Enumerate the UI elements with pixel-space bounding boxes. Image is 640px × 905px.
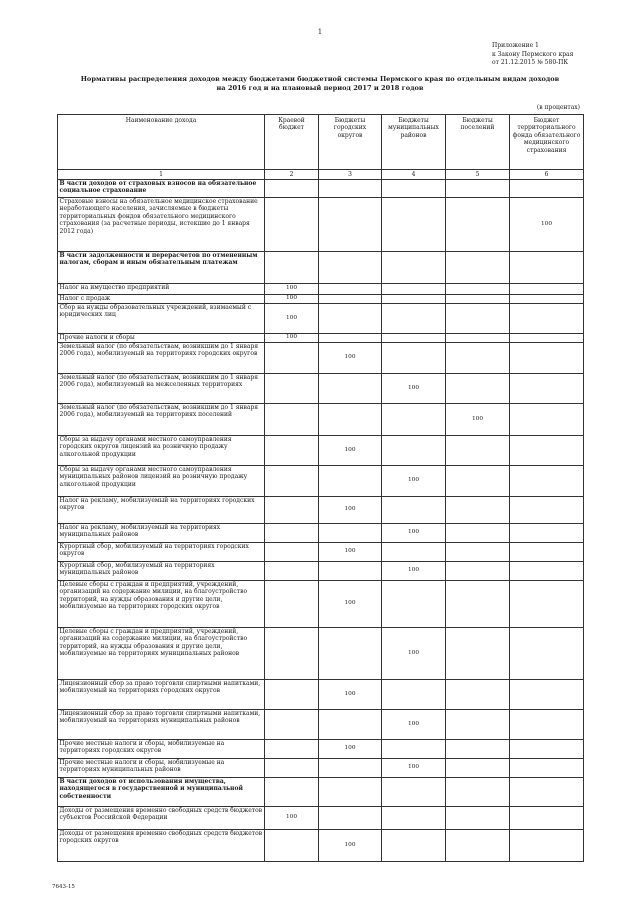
- norm-value-cell: 100: [319, 543, 382, 562]
- norm-value-cell: [510, 334, 584, 343]
- norm-value-cell: [382, 295, 446, 304]
- norm-value-cell: [382, 180, 446, 198]
- norm-value-cell: [510, 628, 584, 680]
- norm-value-cell: [510, 252, 584, 284]
- norm-value-cell: [446, 466, 510, 497]
- table-header-row: [58, 115, 584, 170]
- norm-value-cell: [265, 524, 319, 543]
- norm-value-cell: [510, 740, 584, 759]
- appendix-line: от 21.12.2015 № 580-ПК: [492, 59, 569, 66]
- norm-value-cell: [265, 562, 319, 581]
- norm-value-cell: [446, 524, 510, 543]
- appendix-note: [492, 42, 573, 68]
- revenue-name-cell: В части доходов от использования имущества, находящегося в государственной и муниципальной собственности: [58, 778, 265, 807]
- revenue-name-cell: Целевые сборы с граждан и предприятий, учреждений, организаций на содержание милиции, на благоустройство территорий, на нужды образования и другие цели, мобилизуемые на территориях муниципальных районов: [58, 628, 265, 680]
- revenue-name-cell: В части задолженности и перерасчетов по отмененным налогам, сборам и иным обязательным платежам: [58, 252, 265, 284]
- revenue-name-cell: Сборы за выдачу органами местного самоуправления городских округов лицензий на розничную продажу алкогольной продукции: [58, 436, 265, 466]
- column-number: 1: [58, 170, 265, 180]
- norm-value-cell: [319, 252, 382, 284]
- table-row: [58, 807, 584, 830]
- norm-value-cell: [265, 710, 319, 740]
- norm-value-cell: [510, 807, 584, 830]
- norm-value-cell: [319, 778, 382, 807]
- header-health-fund: Бюджет территориального фонда обязательного медицинского страхования: [510, 115, 584, 170]
- table-row: [58, 304, 584, 334]
- norm-value-cell: [265, 543, 319, 562]
- norm-value-cell: 100: [265, 807, 319, 830]
- norm-value-cell: [510, 295, 584, 304]
- norm-value-cell: 100: [382, 466, 446, 497]
- norm-value-cell: [510, 497, 584, 524]
- table-row: [58, 543, 584, 562]
- table-row: [58, 740, 584, 759]
- table-row: [58, 628, 584, 680]
- header-regional-budget: Краевой бюджет: [265, 115, 319, 170]
- norm-value-cell: [265, 180, 319, 198]
- header-settlements: Бюджеты поселений: [446, 115, 510, 170]
- revenue-name-cell: Земельный налог (по обязательствам, возникшим до 1 января 2006 года), мобилизуемый на межселенных территориях: [58, 374, 265, 404]
- norm-value-cell: [446, 497, 510, 524]
- norm-value-cell: [319, 628, 382, 680]
- table-row: [58, 497, 584, 524]
- revenue-name-cell: Прочие местные налоги и сборы, мобилизуемые на территориях городских округов: [58, 740, 265, 759]
- norm-value-cell: [319, 404, 382, 436]
- norm-value-cell: [510, 180, 584, 198]
- norm-value-cell: [510, 284, 584, 295]
- norm-value-cell: [382, 404, 446, 436]
- norm-value-cell: [319, 466, 382, 497]
- norm-value-cell: [265, 830, 319, 862]
- section-row: [58, 252, 584, 284]
- norm-value-cell: [446, 436, 510, 466]
- norm-value-cell: [382, 436, 446, 466]
- norm-value-cell: [446, 304, 510, 334]
- norm-value-cell: [265, 680, 319, 710]
- norm-value-cell: [382, 343, 446, 374]
- norm-value-cell: [510, 710, 584, 740]
- column-number: 3: [319, 170, 382, 180]
- table-row: [58, 524, 584, 543]
- norm-value-cell: 100: [382, 524, 446, 543]
- norm-value-cell: [382, 284, 446, 295]
- appendix-line: Приложение 1: [492, 42, 539, 49]
- norm-value-cell: [446, 343, 510, 374]
- norm-value-cell: [265, 740, 319, 759]
- section-row: [58, 778, 584, 807]
- column-number: 2: [265, 170, 319, 180]
- table-body: [58, 180, 584, 862]
- norm-value-cell: [510, 543, 584, 562]
- revenue-name-cell: Страховые взносы на обязательное медицинское страхование неработающего населения, зачисляемые в бюджеты территориальных фондов обязательного медицинского страхования (за расчетные периоды, истекшие до 1 января 2012 года): [58, 198, 265, 252]
- norm-value-cell: [382, 830, 446, 862]
- column-number: 4: [382, 170, 446, 180]
- table-row: [58, 343, 584, 374]
- norm-value-cell: [510, 778, 584, 807]
- column-number: 5: [446, 170, 510, 180]
- norm-value-cell: 100: [319, 497, 382, 524]
- table-row: [58, 710, 584, 740]
- norm-value-cell: [446, 252, 510, 284]
- norm-value-cell: [510, 374, 584, 404]
- norm-value-cell: [446, 543, 510, 562]
- norm-value-cell: [446, 628, 510, 680]
- norm-value-cell: [265, 759, 319, 778]
- norm-value-cell: [265, 436, 319, 466]
- norm-value-cell: [446, 581, 510, 628]
- norm-value-cell: [446, 295, 510, 304]
- table-row: [58, 284, 584, 295]
- norm-value-cell: [265, 497, 319, 524]
- norm-value-cell: [446, 778, 510, 807]
- norm-value-cell: [382, 778, 446, 807]
- norm-value-cell: [319, 334, 382, 343]
- norm-value-cell: [510, 524, 584, 543]
- norm-value-cell: 100: [265, 304, 319, 334]
- table-row: [58, 680, 584, 710]
- norm-value-cell: [446, 562, 510, 581]
- norm-value-cell: [446, 710, 510, 740]
- revenue-name-cell: Лицензионный сбор за право торговли спиртными напитками, мобилизуемый на территориях городских округов: [58, 680, 265, 710]
- norm-value-cell: 100: [382, 759, 446, 778]
- column-number: 6: [510, 170, 584, 180]
- revenue-name-cell: Налог с продаж: [58, 295, 265, 304]
- norm-value-cell: [319, 710, 382, 740]
- revenue-name-cell: Налог на имущество предприятий: [58, 284, 265, 295]
- norm-value-cell: [446, 830, 510, 862]
- norm-value-cell: [446, 284, 510, 295]
- norm-value-cell: [446, 680, 510, 710]
- norm-value-cell: [510, 404, 584, 436]
- norm-value-cell: [265, 778, 319, 807]
- norm-value-cell: 100: [382, 374, 446, 404]
- norm-value-cell: 100: [446, 404, 510, 436]
- revenue-name-cell: Земельный налог (по обязательствам, возникшим до 1 января 2006 года), мобилизуемый на территориях поселений: [58, 404, 265, 436]
- table-row: [58, 198, 584, 252]
- norm-value-cell: [510, 759, 584, 778]
- page-number: 1: [317, 28, 323, 36]
- revenue-name-cell: Лицензионный сбор за право торговли спиртными напитками, мобилизуемый на территориях муниципальных районов: [58, 710, 265, 740]
- norm-value-cell: [510, 581, 584, 628]
- title-line: Нормативы распределения доходов между бюджетами бюджетной системы Пермского края по отдельным видам доходов: [80, 75, 560, 83]
- norm-value-cell: 100: [319, 830, 382, 862]
- norm-value-cell: [382, 680, 446, 710]
- title-line: на 2016 год и на плановый период 2017 и 2018 годов: [216, 84, 424, 92]
- revenue-name-cell: Доходы от размещения временно свободных средств бюджетов субъектов Российской Федерации: [58, 807, 265, 830]
- norm-value-cell: [446, 334, 510, 343]
- header-city-districts: Бюджеты городских округов: [319, 115, 382, 170]
- norm-value-cell: [382, 198, 446, 252]
- norm-value-cell: [319, 562, 382, 581]
- norm-value-cell: [319, 759, 382, 778]
- norm-value-cell: [319, 304, 382, 334]
- table-row: [58, 581, 584, 628]
- norm-value-cell: [446, 740, 510, 759]
- norm-value-cell: [446, 180, 510, 198]
- revenue-name-cell: Налог на рекламу, мобилизуемый на территориях муниципальных районов: [58, 524, 265, 543]
- norm-value-cell: 100: [382, 562, 446, 581]
- norm-value-cell: 100: [265, 295, 319, 304]
- norm-value-cell: 100: [319, 680, 382, 710]
- revenue-name-cell: Налог на рекламу, мобилизуемый на территориях городских округов: [58, 497, 265, 524]
- revenue-name-cell: Прочие местные налоги и сборы, мобилизуемые на территориях муниципальных районов: [58, 759, 265, 778]
- norm-value-cell: [446, 759, 510, 778]
- norm-value-cell: [265, 466, 319, 497]
- table-row: [58, 334, 584, 343]
- norm-value-cell: [382, 334, 446, 343]
- norm-value-cell: [382, 581, 446, 628]
- footer-code: 7643-15: [52, 884, 75, 890]
- revenue-name-cell: Целевые сборы с граждан и предприятий, учреждений, организаций на содержание милиции, на благоустройство территорий, на нужды образования и другие цели, мобилизуемые на территориях городских округов: [58, 581, 265, 628]
- norm-value-cell: [319, 295, 382, 304]
- norm-value-cell: [319, 807, 382, 830]
- norm-value-cell: [510, 466, 584, 497]
- norm-value-cell: [510, 830, 584, 862]
- norm-value-cell: [510, 436, 584, 466]
- table-row: [58, 374, 584, 404]
- norm-value-cell: [319, 198, 382, 252]
- norm-value-cell: [382, 252, 446, 284]
- table-row: [58, 404, 584, 436]
- header-municipal-districts: Бюджеты муниципальных районов: [382, 115, 446, 170]
- norm-value-cell: [446, 374, 510, 404]
- table-row: [58, 562, 584, 581]
- norm-value-cell: [382, 497, 446, 524]
- norm-value-cell: [319, 180, 382, 198]
- norm-value-cell: 100: [319, 581, 382, 628]
- table-row: [58, 466, 584, 497]
- revenue-name-cell: Земельный налог (по обязательствам, возникшим до 1 января 2006 года), мобилизуемый на территориях городских округов: [58, 343, 265, 374]
- norm-value-cell: [265, 628, 319, 680]
- revenue-name-cell: Курортный сбор, мобилизуемый на территориях городских округов: [58, 543, 265, 562]
- norm-value-cell: [265, 343, 319, 374]
- norm-value-cell: [382, 740, 446, 759]
- norm-value-cell: [510, 343, 584, 374]
- norm-value-cell: [265, 581, 319, 628]
- norm-value-cell: [319, 524, 382, 543]
- norm-value-cell: [382, 304, 446, 334]
- norm-value-cell: 100: [265, 334, 319, 343]
- norm-value-cell: 100: [265, 284, 319, 295]
- norm-value-cell: 100: [319, 343, 382, 374]
- norm-value-cell: [446, 807, 510, 830]
- norm-value-cell: 100: [382, 710, 446, 740]
- appendix-line: к Закону Пермского края: [492, 50, 574, 58]
- units-note: (в процентах): [536, 104, 580, 111]
- revenue-name-cell: Прочие налоги и сборы: [58, 334, 265, 343]
- norm-value-cell: 100: [319, 436, 382, 466]
- revenue-name-cell: Сбор на нужды образовательных учреждений, взимаемый с юридических лиц: [58, 304, 265, 334]
- norm-value-cell: [265, 198, 319, 252]
- norm-value-cell: 100: [510, 198, 584, 252]
- norm-value-cell: [265, 404, 319, 436]
- norm-value-cell: [446, 198, 510, 252]
- norm-value-cell: [319, 374, 382, 404]
- norm-value-cell: [265, 252, 319, 284]
- header-revenue-name: Наименование дохода: [58, 115, 265, 170]
- revenue-name-cell: В части доходов от страховых взносов на обязательное социальное страхование: [58, 180, 265, 198]
- norm-value-cell: [510, 304, 584, 334]
- norm-value-cell: [319, 284, 382, 295]
- table-row: [58, 436, 584, 466]
- table-row: [58, 295, 584, 304]
- table-row: [58, 759, 584, 778]
- norm-value-cell: 100: [319, 740, 382, 759]
- norm-value-cell: [510, 562, 584, 581]
- norm-value-cell: 100: [382, 628, 446, 680]
- norm-value-cell: [382, 807, 446, 830]
- norm-value-cell: [382, 543, 446, 562]
- revenue-name-cell: Доходы от размещения временно свободных средств бюджетов городских округов: [58, 830, 265, 862]
- norm-value-cell: [265, 374, 319, 404]
- column-number-row: [58, 170, 584, 180]
- revenue-name-cell: Курортный сбор, мобилизуемый на территориях муниципальных районов: [58, 562, 265, 581]
- revenue-distribution-table: [57, 114, 584, 862]
- table-row: [58, 830, 584, 862]
- revenue-name-cell: Сборы за выдачу органами местного самоуправления муниципальных районов лицензий на розничную продажу алкогольной продукции: [58, 466, 265, 497]
- document-title: [60, 75, 580, 93]
- section-row: [58, 180, 584, 198]
- norm-value-cell: [510, 680, 584, 710]
